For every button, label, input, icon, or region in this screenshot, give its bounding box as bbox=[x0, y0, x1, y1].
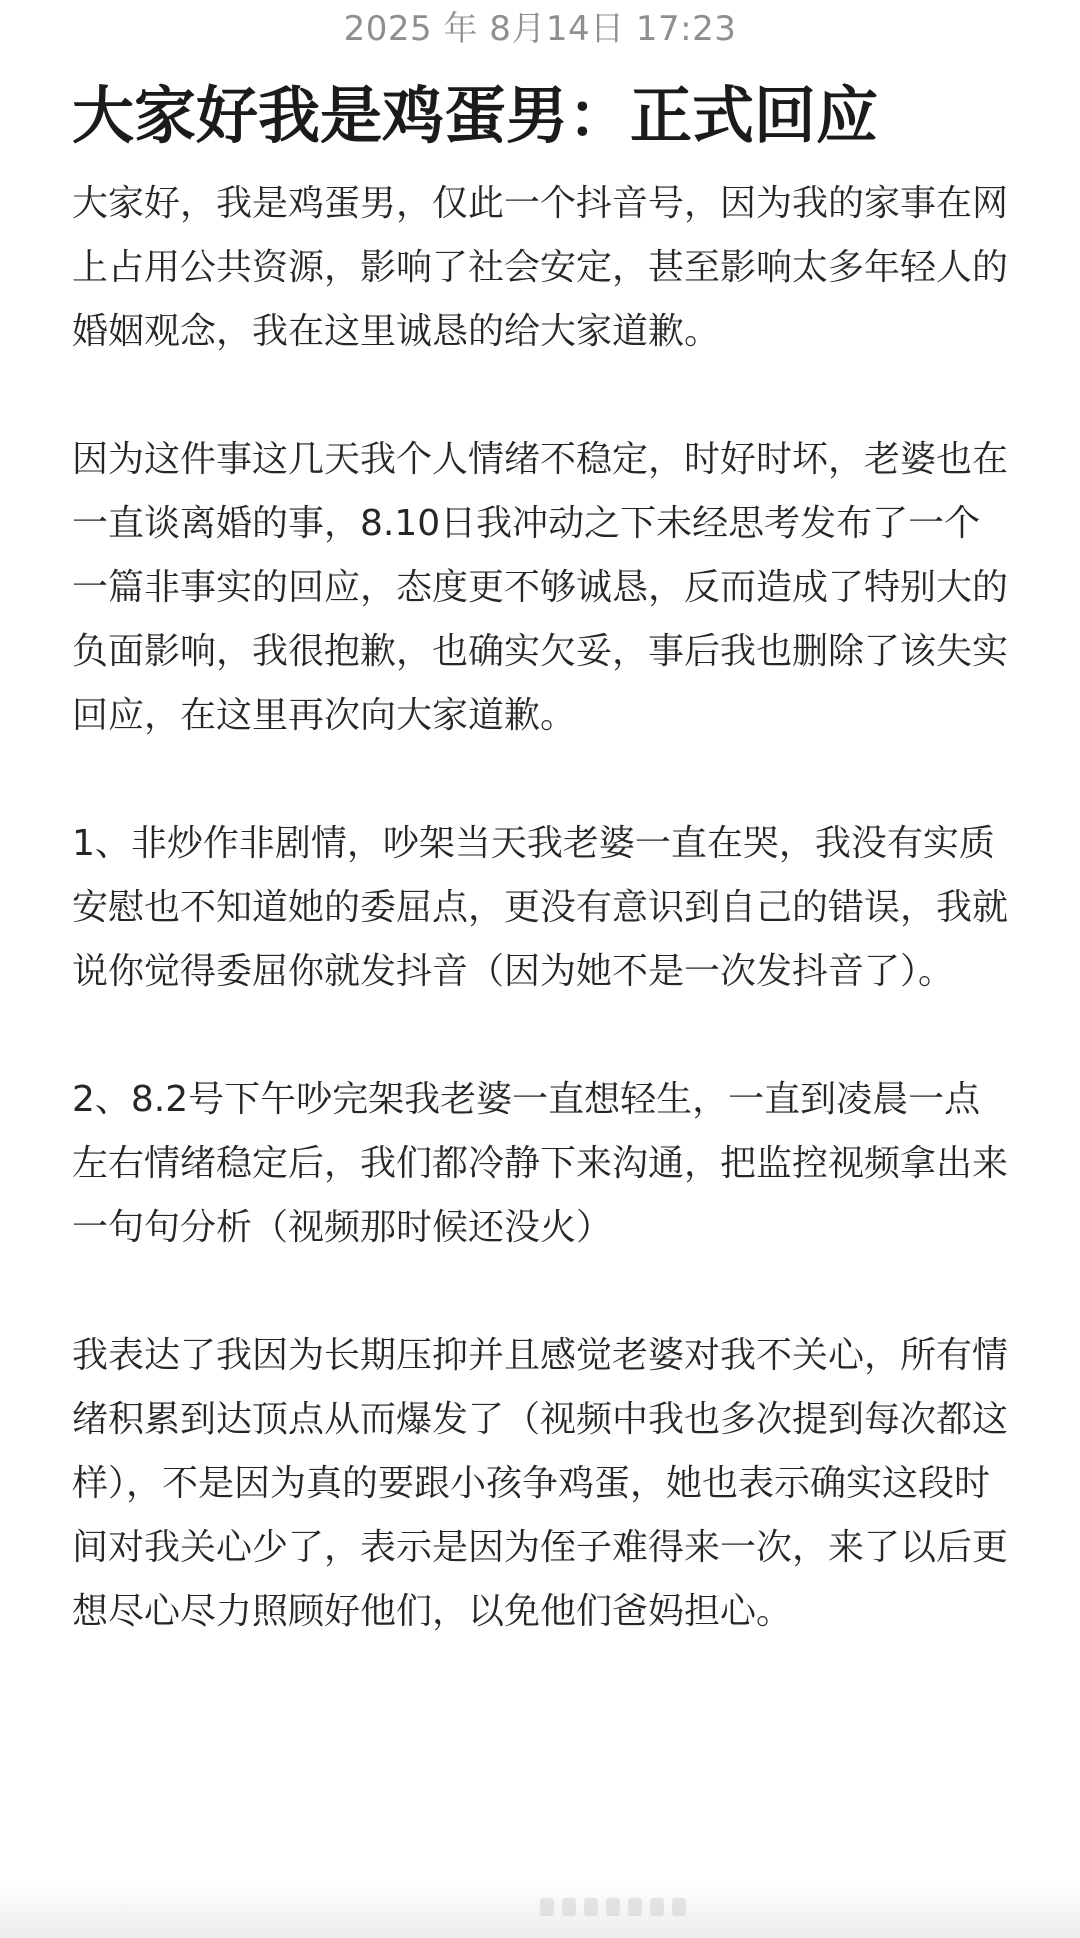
paragraph-spacer bbox=[72, 1004, 1008, 1068]
article-title: 大家好我是鸡蛋男：正式回应 bbox=[72, 79, 879, 152]
paragraph-spacer bbox=[72, 1260, 1008, 1324]
paragraph-apology: 大家好，我是鸡蛋男，仅此一个抖音号，因为我的家事在网上占用公共资源，影响了社会安定，甚至影响太多年轻人的婚姻观念，我在这里诚恳的给大家道歉。 bbox=[72, 183, 1009, 352]
paragraph-emotional-state: 因为这件事这几天我个人情绪不稳定，时好时坏，老婆也在一直谈离婚的事，8.10日我冲动之下未经思考发布了一个一篇非事实的回应，态度更不够诚恳，反而造成了特别大的负面影响，我很抱歉，也确实欠妥，事后我也删除了该失实回应，在这里再次向大家道歉。 bbox=[72, 439, 1009, 736]
paragraph-spacer bbox=[72, 364, 1008, 428]
article-body bbox=[72, 172, 1008, 1644]
paragraph-point-2: 2、8.2号下午吵完架我老婆一直想轻生，一直到凌晨一点左右情绪稳定后，我们都冷静下来沟通，把监控视频拿出来一句句分析（视频那时候还没火） bbox=[72, 1079, 1009, 1248]
paragraph-point-1: 1、非炒作非剧情，吵架当天我老婆一直在哭，我没有实质安慰也不知道她的委屈点，更没有意识到自己的错误，我就说你觉得委屈你就发抖音（因为她不是一次发抖音了）。 bbox=[72, 823, 1009, 992]
watermark-icon bbox=[540, 1898, 686, 1916]
post-timestamp: 2025 年 8月14日 17:23 bbox=[343, 9, 737, 49]
paragraph-spacer bbox=[72, 748, 1008, 812]
paragraph-explanation: 我表达了我因为长期压抑并且感觉老婆对我不关心，所有情绪积累到达顶点从而爆发了（视频中我也多次提到每次都这样），不是因为真的要跟小孩争鸡蛋，她也表示确实这段时间对我关心少了，表示是因为侄子难得来一次，来了以后更想尽心尽力照顾好他们，以免他们爸妈担心。 bbox=[72, 1335, 1009, 1632]
